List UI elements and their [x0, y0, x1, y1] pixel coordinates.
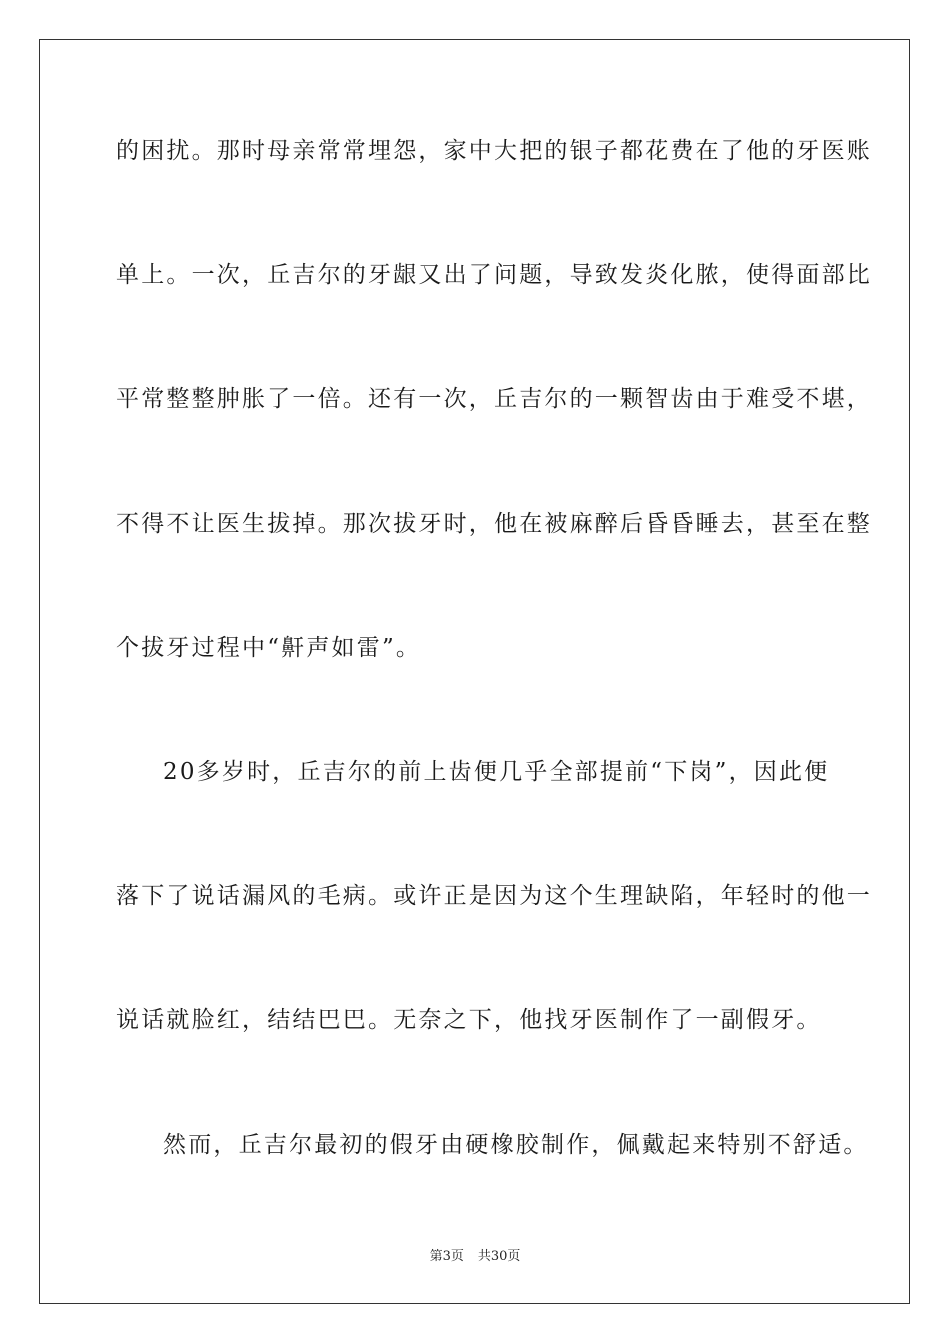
body-text-line-3: 平常整整肿胀了一倍。还有一次，丘吉尔的一颗智齿由于难受不堪， [116, 386, 872, 412]
page-border [39, 39, 910, 1304]
body-text-line-5: 个拔牙过程中“鼾声如雷”。 [116, 635, 422, 661]
body-text-line-7: 落下了说话漏风的毛病。或许正是因为这个生理缺陷，年轻时的他一 [116, 883, 872, 909]
body-text-line-9: 然而，丘吉尔最初的假牙由硬橡胶制作，佩戴起来特别不舒适。 [163, 1132, 869, 1158]
body-text-line-6: 20多岁时，丘吉尔的前上齿便几乎全部提前“下岗”，因此便 [163, 759, 830, 785]
body-text-line-1: 的困扰。那时母亲常常埋怨，家中大把的银子都花费在了他的牙医账 [116, 138, 872, 164]
body-text-line-8: 说话就脸红，结结巴巴。无奈之下，他找牙医制作了一副假牙。 [116, 1007, 822, 1033]
body-text-line-2: 单上。一次，丘吉尔的牙龈又出了问题，导致发炎化脓，使得面部比 [116, 262, 872, 288]
page-number-total: 共30页 [477, 1249, 521, 1264]
page-footer [0, 1248, 950, 1266]
page-number-current: 第3页 [429, 1249, 464, 1264]
body-text-line-4: 不得不让医生拔掉。那次拔牙时，他在被麻醉后昏昏睡去，甚至在整 [116, 511, 872, 537]
